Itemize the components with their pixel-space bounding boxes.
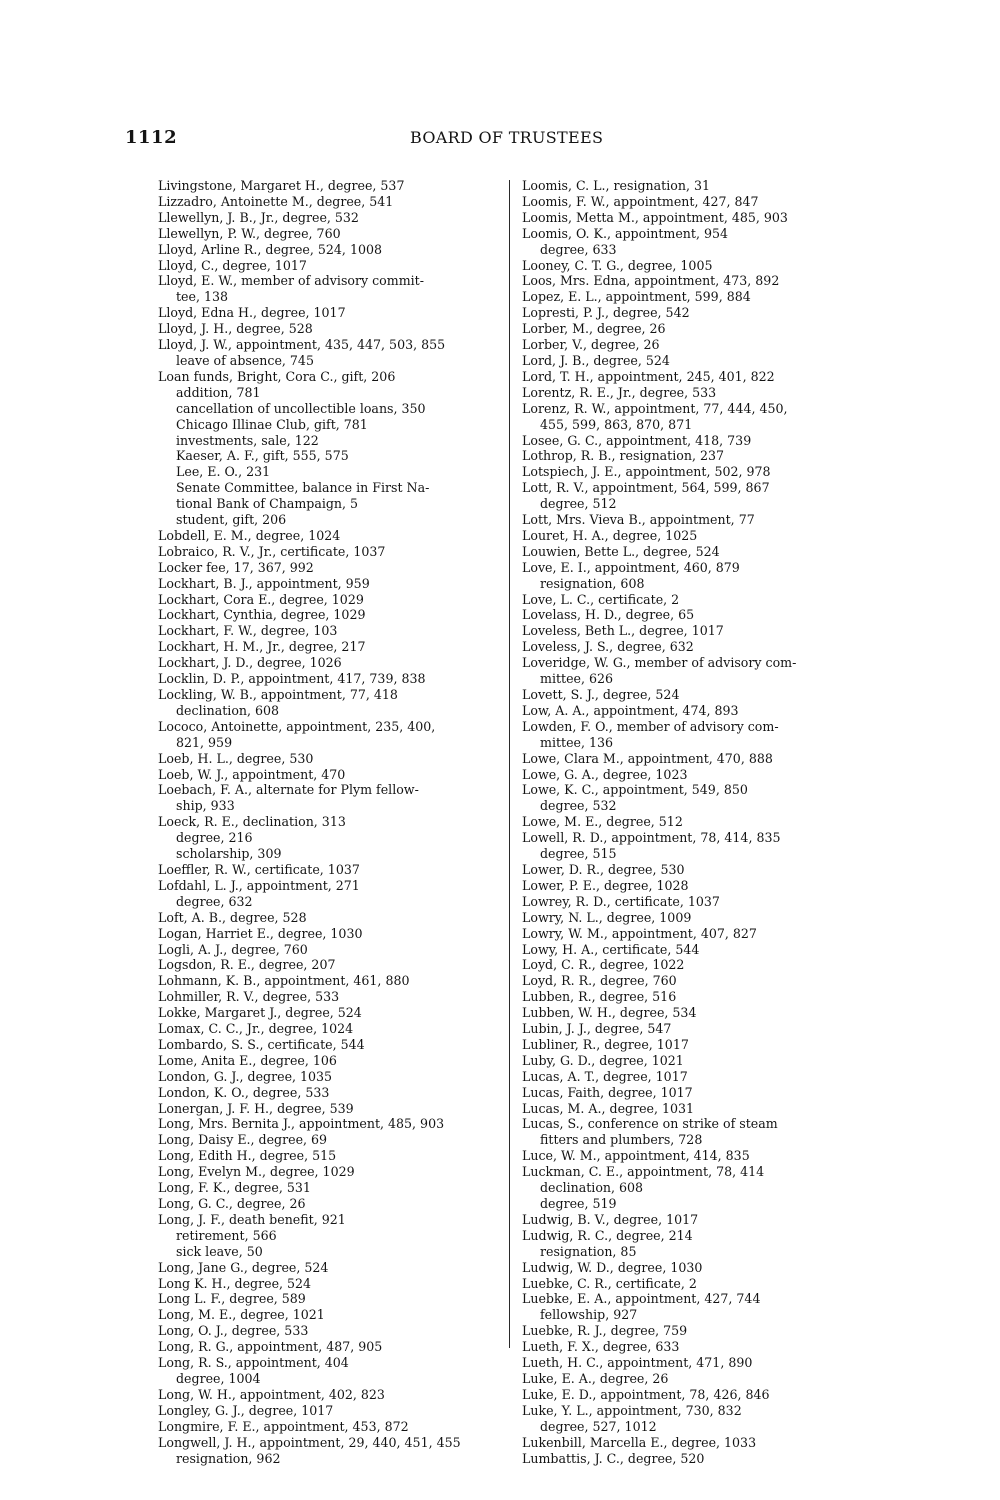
- index-entry: Loft, A. B., degree, 528: [158, 909, 307, 925]
- index-entry: Loeck, R. E., declination, 313: [158, 814, 346, 830]
- index-entry: Long, G. C., degree, 26: [158, 1196, 306, 1211]
- index-entry: Lubliner, R., degree, 1017: [522, 1036, 689, 1052]
- index-entry: Lower, P. E., degree, 1028: [522, 877, 689, 893]
- index-subentry: sick leave, 50: [176, 1243, 263, 1259]
- index-entry: Lowe, K. C., appointment, 549, 850: [522, 782, 748, 798]
- index-subentry: student, gift, 206: [176, 512, 287, 528]
- index-entry: Long, J. F., death benefit, 921: [158, 1211, 346, 1227]
- index-entry: London, G. J., degree, 1035: [158, 1068, 333, 1084]
- index-subentry: tee, 138: [176, 289, 229, 305]
- index-entry: Loyd, R. R., degree, 760: [522, 973, 677, 989]
- index-entry: Logsdon, R. E., degree, 207: [158, 957, 336, 973]
- index-entry: Lubin, J. J., degree, 547: [522, 1021, 672, 1037]
- index-entry: Lloyd, C., degree, 1017: [158, 257, 307, 273]
- page-number: 1112: [125, 127, 178, 148]
- index-entry: Lowe, G. A., degree, 1023: [522, 766, 688, 782]
- index-entry: Lott, R. V., appointment, 564, 599, 867: [522, 480, 770, 496]
- index-entry: Lowell, R. D., appointment, 78, 414, 835: [522, 830, 781, 846]
- index-entry: Long K. H., degree, 524: [158, 1275, 312, 1291]
- index-column-right: [522, 178, 872, 1466]
- index-entry: Long, M. E., degree, 1021: [158, 1307, 325, 1323]
- index-subentry: resignation, 85: [540, 1243, 637, 1259]
- index-entry: Lukenbill, Marcella E., degree, 1033: [522, 1434, 757, 1450]
- index-entry: Lococo, Antoinette, appointment, 235, 400,: [158, 718, 436, 734]
- index-entry: Lucas, M. A., degree, 1031: [522, 1100, 695, 1116]
- index-entry: Lohmann, K. B., appointment, 461, 880: [158, 973, 410, 989]
- index-entry: Lubben, W. H., degree, 534: [522, 1005, 697, 1021]
- index-subentry: mittee, 136: [540, 734, 614, 750]
- index-entry: Luckman, C. E., appointment, 78, 414: [522, 1164, 765, 1180]
- index-entry: Lubben, R., degree, 516: [522, 989, 677, 1005]
- index-entry: Lohmiller, R. V., degree, 533: [158, 989, 340, 1005]
- index-entry: Lloyd, Edna H., degree, 1017: [158, 305, 346, 321]
- index-entry: Lockhart, H. M., Jr., degree, 217: [158, 639, 366, 655]
- index-entry: Llewellyn, P. W., degree, 760: [158, 225, 341, 241]
- index-entry: Long L. F., degree, 589: [158, 1291, 306, 1307]
- index-entry: Long, R. G., appointment, 487, 905: [158, 1339, 383, 1355]
- index-entry: Lucas, Faith, degree, 1017: [522, 1084, 693, 1100]
- index-entry: Lowy, H. A., certificate, 544: [522, 941, 700, 957]
- index-subentry: resignation, 962: [176, 1450, 281, 1466]
- index-entry: Lokke, Margaret J., degree, 524: [158, 1005, 362, 1021]
- index-entry: Loeffler, R. W., certificate, 1037: [158, 861, 360, 877]
- index-entry: Lorber, M., degree, 26: [522, 321, 666, 337]
- index-entry: Loveridge, W. G., member of advisory com-: [522, 655, 797, 671]
- index-entry: Low, A. A., appointment, 474, 893: [522, 702, 739, 718]
- index-entry: Lome, Anita E., degree, 106: [158, 1052, 337, 1068]
- index-entry: Lowry, W. M., appointment, 407, 827: [522, 925, 757, 941]
- index-entry: Lloyd, E. W., member of advisory commit-: [158, 273, 424, 289]
- index-subentry: ship, 933: [176, 798, 235, 814]
- index-entry: Lotspiech, J. E., appointment, 502, 978: [522, 464, 771, 480]
- index-subentry: Lee, E. O., 231: [176, 464, 271, 480]
- index-entry: Long, Evelyn M., degree, 1029: [158, 1164, 355, 1180]
- index-entry: Lovett, S. J., degree, 524: [522, 687, 680, 702]
- index-entry: Lopez, E. L., appointment, 599, 884: [522, 289, 751, 305]
- index-subentry: Senate Committee, balance in First Na-: [176, 480, 430, 496]
- index-entry: Lucas, A. T., degree, 1017: [522, 1068, 688, 1084]
- index-entry: Lord, T. H., appointment, 245, 401, 822: [522, 368, 775, 384]
- index-entry: Longmire, F. E., appointment, 453, 872: [158, 1418, 409, 1434]
- index-subentry: degree, 633: [540, 241, 617, 257]
- index-subentry: Kaeser, A. F., gift, 555, 575: [176, 448, 349, 464]
- index-subentry: Chicago Illinae Club, gift, 781: [176, 416, 368, 432]
- index-entry: Losee, G. C., appointment, 418, 739: [522, 432, 752, 448]
- index-subentry: degree, 512: [540, 496, 617, 512]
- index-entry: Lorentz, R. E., Jr., degree, 533: [522, 384, 717, 400]
- index-entry: Lott, Mrs. Vieva B., appointment, 77: [522, 512, 755, 528]
- index-entry: Louret, H. A., degree, 1025: [522, 527, 698, 543]
- index-entry: Lombardo, S. S., certificate, 544: [158, 1036, 365, 1052]
- index-entry: Lowry, N. L., degree, 1009: [522, 909, 692, 925]
- index-entry: Loeb, W. J., appointment, 470: [158, 766, 346, 782]
- index-entry: Loveless, J. S., degree, 632: [522, 639, 694, 655]
- index-entry: Long, Edith H., degree, 515: [158, 1148, 337, 1164]
- index-entry: Luke, E. D., appointment, 78, 426, 846: [522, 1386, 770, 1402]
- index-subentry: 455, 599, 863, 870, 871: [540, 416, 693, 432]
- index-subentry: declination, 608: [176, 702, 280, 718]
- index-entry: Loveless, Beth L., degree, 1017: [522, 623, 724, 639]
- index-entry: Luebke, E. A., appointment, 427, 744: [522, 1291, 761, 1307]
- index-entry: Lueth, H. C., appointment, 471, 890: [522, 1355, 753, 1371]
- index-entry: Ludwig, B. V., degree, 1017: [522, 1211, 699, 1227]
- index-subentry: fellowship, 927: [540, 1307, 638, 1323]
- index-subentry: fitters and plumbers, 728: [540, 1132, 703, 1148]
- index-subentry: investments, sale, 122: [176, 432, 319, 448]
- index-entry: Loos, Mrs. Edna, appointment, 473, 892: [522, 273, 780, 289]
- index-entry: Loeb, H. L., degree, 530: [158, 750, 314, 766]
- index-entry: Lorenz, R. W., appointment, 77, 444, 450,: [522, 400, 788, 416]
- index-entry: Loomis, C. L., resignation, 31: [522, 178, 710, 193]
- index-entry: Luce, W. M., appointment, 414, 835: [522, 1148, 750, 1164]
- index-entry: Loyd, C. R., degree, 1022: [522, 957, 685, 973]
- index-subentry: scholarship, 309: [176, 846, 282, 862]
- index-entry: Longley, G. J., degree, 1017: [158, 1402, 334, 1418]
- index-entry: Loebach, F. A., alternate for Plym fellow-: [158, 782, 419, 798]
- index-subentry: declination, 608: [540, 1180, 644, 1196]
- index-entry: Loan funds, Bright, Cora C., gift, 206: [158, 368, 396, 384]
- index-entry: Lowe, Clara M., appointment, 470, 888: [522, 750, 773, 766]
- index-entry: Lueth, F. X., degree, 633: [522, 1339, 680, 1355]
- index-entry: Lofdahl, L. J., appointment, 271: [158, 877, 360, 893]
- index-entry: Lockhart, B. J., appointment, 959: [158, 575, 370, 591]
- index-entry: Love, E. I., appointment, 460, 879: [522, 559, 740, 575]
- index-entry: Lloyd, J. H., degree, 528: [158, 321, 313, 337]
- index-entry: Love, L. C., certificate, 2: [522, 591, 680, 607]
- index-entry: Lowrey, R. D., certificate, 1037: [522, 893, 720, 909]
- index-entry: Lopresti, P. J., degree, 542: [522, 305, 690, 321]
- index-subentry: degree, 515: [540, 846, 617, 862]
- index-subentry: cancellation of uncollectible loans, 350: [176, 400, 426, 416]
- index-entry: Livingstone, Margaret H., degree, 537: [158, 178, 405, 193]
- index-entry: Lord, J. B., degree, 524: [522, 352, 670, 368]
- index-entry: Lloyd, J. W., appointment, 435, 447, 503, 855: [158, 337, 446, 353]
- index-entry: Locklin, D. P., appointment, 417, 739, 838: [158, 671, 426, 687]
- index-entry: Locker fee, 17, 367, 992: [158, 559, 314, 575]
- index-entry: Long, Daisy E., degree, 69: [158, 1132, 328, 1148]
- index-subentry: degree, 532: [540, 798, 617, 814]
- index-subentry: tional Bank of Champaign, 5: [176, 496, 359, 512]
- index-subentry: degree, 216: [176, 830, 253, 846]
- index-entry: London, K. O., degree, 533: [158, 1084, 330, 1100]
- index-entry: Luke, E. A., degree, 26: [522, 1370, 669, 1386]
- index-entry: Loomis, O. K., appointment, 954: [522, 225, 729, 241]
- index-entry: Lower, D. R., degree, 530: [522, 861, 685, 877]
- index-entry: Long, Mrs. Bernita J., appointment, 485, 903: [158, 1116, 445, 1132]
- index-subentry: retirement, 566: [176, 1227, 277, 1243]
- index-entry: Long, R. S., appointment, 404: [158, 1355, 349, 1371]
- index-entry: Llewellyn, J. B., Jr., degree, 532: [158, 209, 359, 225]
- index-entry: Longwell, J. H., appointment, 29, 440, 451, 455: [158, 1434, 461, 1450]
- index-entry: Luby, G. D., degree, 1021: [522, 1052, 684, 1068]
- index-entry: Long, O. J., degree, 533: [158, 1323, 309, 1339]
- index-subentry: mittee, 626: [540, 671, 614, 687]
- index-entry: Lorber, V., degree, 26: [522, 337, 660, 353]
- index-entry: Lucas, S., conference on strike of steam: [522, 1116, 778, 1132]
- running-head: BOARD OF TRUSTEES: [410, 128, 604, 147]
- index-entry: Louwien, Bette L., degree, 524: [522, 543, 720, 559]
- index-entry: Lumbattis, J. C., degree, 520: [522, 1450, 705, 1466]
- index-entry: Lowden, F. O., member of advisory com-: [522, 718, 779, 734]
- index-entry: Lonergan, J. F. H., degree, 539: [158, 1100, 354, 1116]
- index-entry: Looney, C. T. G., degree, 1005: [522, 257, 713, 273]
- index-entry: Ludwig, W. D., degree, 1030: [522, 1259, 703, 1275]
- index-entry: Lovelass, H. D., degree, 65: [522, 607, 695, 623]
- index-entry: Long, W. H., appointment, 402, 823: [158, 1386, 385, 1402]
- index-entry: Long, Jane G., degree, 524: [158, 1259, 329, 1275]
- index-entry: Loomis, Metta M., appointment, 485, 903: [522, 209, 788, 225]
- index-entry: Lloyd, Arline R., degree, 524, 1008: [158, 241, 382, 257]
- index-subentry: leave of absence, 745: [176, 352, 314, 368]
- index-subentry: degree, 632: [176, 893, 253, 909]
- index-entry: Luebke, R. J., degree, 759: [522, 1323, 688, 1339]
- index-subentry: degree, 527, 1012: [540, 1418, 657, 1434]
- index-subentry: addition, 781: [176, 384, 261, 400]
- index-entry: Lockhart, Cynthia, degree, 1029: [158, 607, 366, 623]
- index-entry: Lockhart, J. D., degree, 1026: [158, 655, 342, 671]
- index-subentry: degree, 519: [540, 1196, 617, 1211]
- index-entry: Luke, Y. L., appointment, 730, 832: [522, 1402, 742, 1418]
- index-entry: Lomax, C. C., Jr., degree, 1024: [158, 1021, 354, 1037]
- index-entry: Ludwig, R. C., degree, 214: [522, 1227, 693, 1243]
- index-entry: Logan, Harriet E., degree, 1030: [158, 925, 363, 941]
- index-entry: Lothrop, R. B., resignation, 237: [522, 448, 725, 464]
- index-entry: Luebke, C. R., certificate, 2: [522, 1275, 697, 1291]
- index-entry: Lockling, W. B., appointment, 77, 418: [158, 687, 398, 702]
- index-entry: Lobraico, R. V., Jr., certificate, 1037: [158, 543, 386, 559]
- index-entry: Lowe, M. E., degree, 512: [522, 814, 683, 830]
- index-entry: Lobdell, E. M., degree, 1024: [158, 527, 341, 543]
- column-divider: [509, 180, 510, 1348]
- index-entry: Lockhart, F. W., degree, 103: [158, 623, 338, 639]
- index-entry: Loomis, F. W., appointment, 427, 847: [522, 193, 759, 209]
- index-entry: Long, F. K., degree, 531: [158, 1180, 311, 1196]
- index-subentry: 821, 959: [176, 734, 233, 750]
- index-subentry: degree, 1004: [176, 1370, 261, 1386]
- index-entry: Lizzadro, Antoinette M., degree, 541: [158, 193, 394, 209]
- index-subentry: resignation, 608: [540, 575, 645, 591]
- index-column-left: [158, 178, 498, 1466]
- index-entry: Logli, A. J., degree, 760: [158, 941, 308, 957]
- index-entry: Lockhart, Cora E., degree, 1029: [158, 591, 364, 607]
